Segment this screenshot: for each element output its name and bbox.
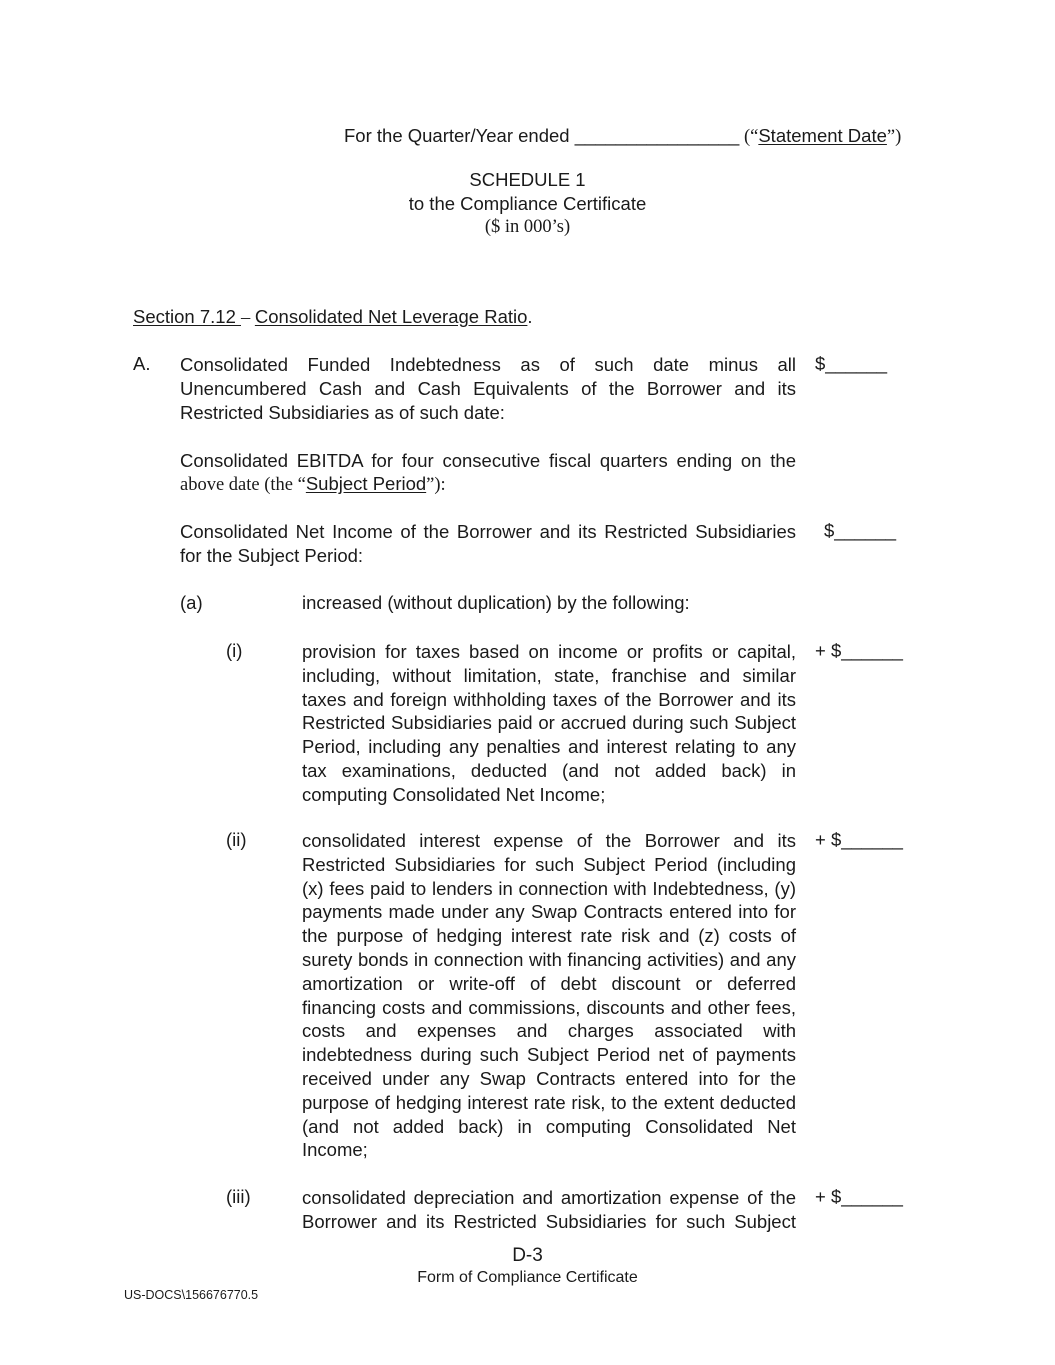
item-ii-label: (ii) — [226, 829, 247, 850]
open-paren: (“ — [739, 127, 759, 147]
net-income-text: Consolidated Net Income of the Borrower and its Restricted Subsidiaries for the Subject Period: — [180, 521, 796, 566]
section-dash: – — [241, 308, 255, 328]
section-period: . — [527, 306, 533, 327]
section-heading — [133, 306, 533, 329]
sub-a-text: increased (without duplication) by the following: — [302, 592, 690, 613]
subject-period-term: Subject Period — [305, 473, 427, 494]
doc-id: US-DOCS\156676770.5 — [124, 1288, 259, 1302]
ebitda-suffix: ”): — [426, 475, 446, 495]
net-income-amount: $______ — [824, 520, 897, 541]
item-a-label: A. — [133, 353, 151, 374]
close-paren: ”) — [886, 127, 902, 147]
item-iii-amount: + $______ — [815, 1186, 903, 1207]
item-iii-text: consolidated depreciation and amortization expense of the Borrower and its Restricted Subsidiaries for such Subject — [302, 1187, 796, 1232]
page-number: D-3 — [512, 1245, 543, 1266]
form-name: Form of Compliance Certificate — [417, 1269, 638, 1286]
item-ii-text: consolidated interest expense of the Borrower and its Restricted Subsidiaries for such Subject Period (including (x) fees paid to lenders in connection with Indebtedness, (y) payments made under any Swap Contracts entered into for the purpose of hedging interest rate risk and (z) costs of surety bonds in connection with financing activities) and any amortization or write-off of debt discount or deferred financing costs and commissions, discounts and other fees, costs and expenses and charges associated with indebtedness during such Subject Period net of payments received under any Swap Contracts entered into for the purpose of hedging interest rate risk, to the extent deducted (and not added back) in computing Consolidated Net Income; — [302, 830, 796, 1161]
item-i-amount: + $______ — [815, 640, 903, 661]
statement-date-term: Statement Date — [758, 125, 887, 146]
item-ii-amount: + $______ — [815, 829, 903, 850]
ebitda-line2 — [180, 473, 446, 496]
item-iii-label: (iii) — [226, 1186, 251, 1207]
item-i-label: (i) — [226, 640, 243, 661]
ebitda-prefix: above date (the “ — [180, 475, 306, 495]
schedule-subtitle: to the Compliance Certificate — [408, 193, 647, 214]
schedule-units: ($ in 000’s) — [484, 217, 571, 237]
item-i-text: provision for taxes based on income or profits or capital, including, without limitation, state, franchise and similar taxes and foreign withholding taxes of the Borrower and its Restricted Subsidiaries paid or accrued during such Subject Period, including any penalties and interest relating to any tax examinations, deducted (and not added back) in computing Consolidated Net Income; — [302, 641, 796, 805]
quarter-year-label: For the Quarter/Year ended ________________ — [344, 125, 740, 146]
statement-date-line — [344, 125, 901, 148]
section-ref: Section 7.12 — [133, 306, 241, 327]
schedule-title: SCHEDULE 1 — [469, 169, 586, 190]
section-title: Consolidated Net Leverage Ratio — [254, 306, 528, 327]
ebitda-line1: Consolidated EBITDA for four consecutive fiscal quarters ending on the — [180, 450, 796, 471]
sub-a-label: (a) — [180, 592, 203, 613]
item-a-amount: $______ — [815, 353, 888, 374]
item-a-text: Consolidated Funded Indebtedness as of such date minus all Unencumbered Cash and Cash Equivalents of the Borrower and its Restricted Subsidiaries as of such date: — [180, 354, 796, 423]
